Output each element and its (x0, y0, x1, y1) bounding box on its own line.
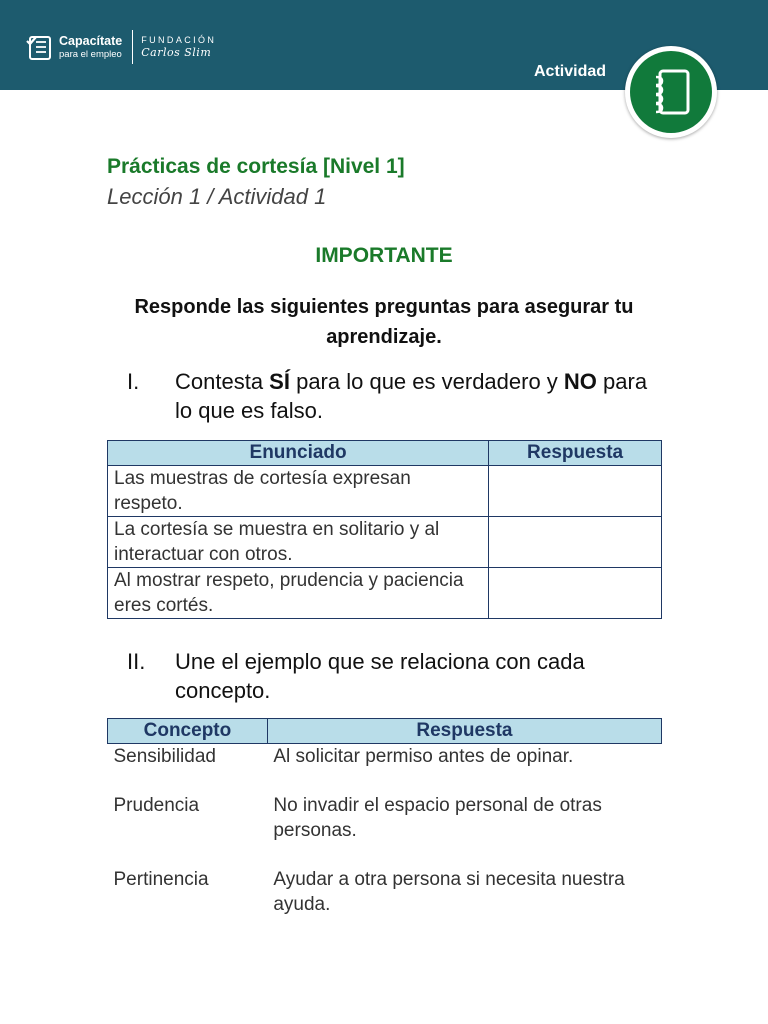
logo-sub-text: para el empleo (59, 48, 122, 60)
activity-label: Actividad (534, 63, 607, 80)
foundation-name: Carlos Slim (141, 46, 212, 59)
table-row (108, 466, 662, 517)
foundation-label: FUNDACIÓN (141, 35, 217, 45)
section-2-text: Une el ejemplo que se relaciona con cada concepto. (175, 649, 585, 703)
page-title: Prácticas de cortesía [Nivel 1] (107, 155, 405, 178)
table-row (108, 568, 662, 619)
page-subtitle: Lección 1 / Actividad 1 (107, 184, 327, 209)
concept-cell: Prudencia (113, 795, 200, 816)
section-2-numeral: II. (127, 649, 146, 674)
matching-table (107, 718, 662, 941)
concept-cell: Sensibilidad (113, 746, 216, 767)
true-false-table (107, 440, 662, 619)
answer-cell[interactable] (489, 568, 662, 619)
header-respuesta: Respuesta (489, 441, 662, 466)
table-row (108, 793, 662, 867)
important-heading: IMPORTANTE (315, 244, 453, 267)
table-row (108, 517, 662, 568)
statement-cell: Al mostrar respeto, prudencia y paciencia eres cortés. (108, 568, 489, 619)
statement-cell: La cortesía se muestra en solitario y al interactuar con otros. (108, 517, 489, 568)
answer-cell[interactable] (489, 466, 662, 517)
table-row (108, 867, 662, 941)
example-cell: No invadir el espacio personal de otras personas. (273, 795, 602, 841)
statement-cell: Las muestras de cortesía expresan respeto. (108, 466, 489, 517)
activity-badge (625, 46, 717, 138)
example-cell: Al solicitar permiso antes de opinar. (273, 746, 574, 767)
logo-divider (132, 30, 133, 64)
answer-cell[interactable] (489, 517, 662, 568)
no-word: NO (563, 369, 597, 394)
logo-main-text: Capacítate (59, 34, 123, 48)
header-respuesta: Respuesta (267, 719, 661, 744)
notebook-icon (648, 65, 694, 119)
concept-cell: Pertinencia (113, 869, 209, 890)
section-1-numeral: I. (127, 369, 140, 394)
checklist-icon (24, 32, 54, 62)
header-enunciado: Enunciado (108, 441, 489, 466)
section-1-text: Contesta SÍ para lo que es verdadero y NO para lo que es falso. (175, 369, 648, 423)
instructions-text: Responde las siguientes preguntas para asegurar tu aprendizaje. (134, 296, 634, 348)
header-concepto: Concepto (108, 719, 268, 744)
capacitate-logo (24, 29, 216, 65)
yes-word: SÍ (269, 369, 290, 394)
table-row (108, 744, 662, 794)
example-cell: Ayudar a otra persona si necesita nuestra ayuda. (273, 869, 625, 915)
